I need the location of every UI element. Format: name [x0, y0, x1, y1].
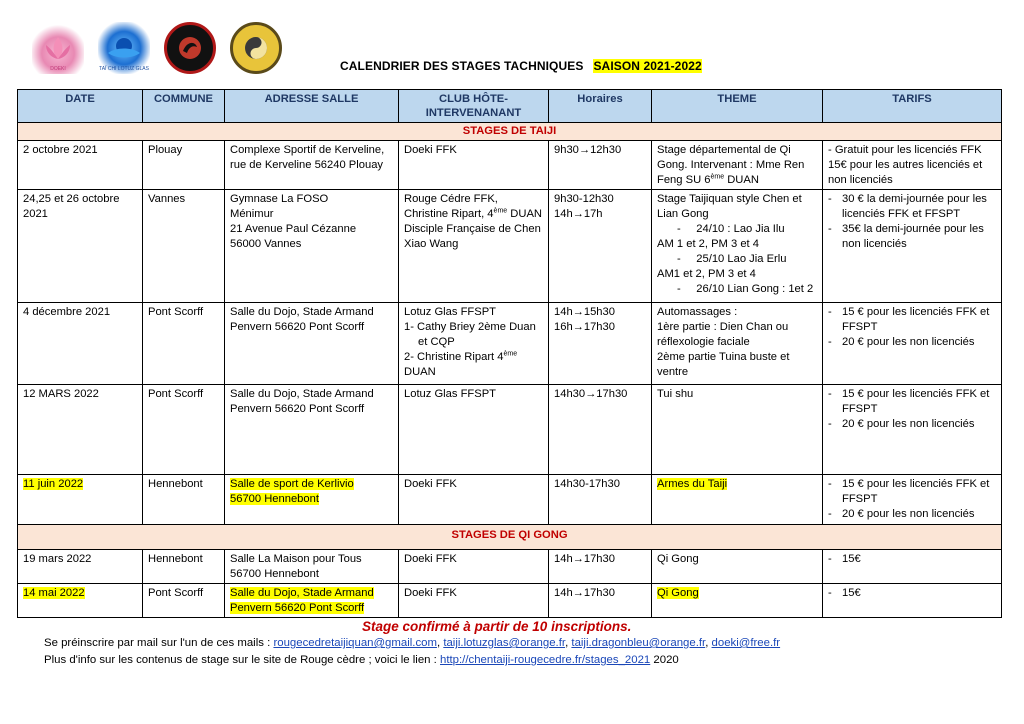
- theme-item: [657, 282, 817, 297]
- club-text-end: DUAN: [404, 366, 436, 378]
- header-adresse: ADRESSE SALLE: [225, 90, 399, 123]
- website-link[interactable]: http://chentaiji-rougecedre.fr/stages_2021: [440, 654, 651, 666]
- separator: ,: [705, 637, 712, 649]
- cell-date: [18, 475, 143, 525]
- dash: -: [828, 553, 832, 565]
- tarif-text: 15€: [842, 553, 861, 565]
- cell-commune: Vannes: [143, 190, 225, 303]
- dragon-emblem-icon: [175, 33, 205, 63]
- header-horaires: Horaires: [549, 90, 652, 123]
- cell-commune: Pont Scorff: [143, 584, 225, 618]
- email-link-doeki[interactable]: doeki@free.fr: [711, 637, 781, 649]
- cell-commune: Hennebont: [143, 475, 225, 525]
- tarif-text: 35€ la demi-journée pour les non licenciés: [842, 223, 984, 250]
- theme-item-text: 24/10 : Lao Jia Ilu: [696, 223, 785, 235]
- tarif-item: [828, 552, 996, 567]
- club-text: 2- Christine Ripart 4: [404, 351, 504, 363]
- tarif-list: [828, 552, 996, 567]
- tarif-item: [828, 417, 996, 432]
- cell-theme: [652, 475, 823, 525]
- tarif-text: 20 € pour les non licenciés: [842, 418, 975, 430]
- club-line: Lotuz Glas FFSPT: [404, 306, 497, 318]
- theme-item-text: 26/10 Lian Gong : 1et 2: [696, 283, 814, 295]
- tarif-text: 15€: [842, 587, 861, 599]
- dragon-bleu-logo: [164, 22, 216, 74]
- tarif-list: [828, 192, 996, 252]
- cell-date: 2 octobre 2021: [18, 141, 143, 190]
- tarif-text: 20 € pour les non licenciés: [842, 336, 975, 348]
- tarif-item: [828, 477, 996, 507]
- table-header-row: [18, 90, 1002, 123]
- dash: -: [677, 253, 681, 265]
- cell-tarifs: [823, 584, 1002, 618]
- cell-tarifs: [823, 550, 1002, 584]
- cell-tarifs: [823, 190, 1002, 303]
- highlighted-adresse: Salle de sport de Kerlivio: [230, 478, 354, 490]
- lotus-icon: [38, 33, 78, 63]
- lotuz-glas-logo-caption: TAÏ CHI LOTUZ GLAS: [99, 66, 149, 72]
- cell-horaires: 14h30→17h30: [549, 385, 652, 475]
- dash: -: [828, 306, 832, 318]
- separator: ,: [436, 637, 444, 649]
- header-tarifs: TARIFS: [823, 90, 1002, 123]
- tarif-text: 15 € pour les licenciés FFK et FFSPT: [842, 388, 990, 415]
- email-link-lotuz-glas[interactable]: taiji.lotuzglas@orange.fr: [443, 637, 566, 649]
- tarif-item: [828, 305, 996, 335]
- dash: -: [677, 223, 681, 235]
- dash: -: [828, 478, 832, 490]
- cell-tarifs: [823, 141, 1002, 190]
- cell-club: Doeki FFK: [399, 475, 549, 525]
- tarif-item: [828, 586, 996, 601]
- club-text-end: DUAN Disciple Française de Chen Xiao Wang: [404, 208, 542, 250]
- tarif-text: 30 € la demi-journée pour les licenciés FFK et FFSPT: [842, 193, 987, 220]
- highlighted-theme: Armes du Taiji: [657, 478, 728, 490]
- horaire-line: 16h→17h30: [554, 321, 615, 333]
- table-row: [18, 475, 1002, 525]
- theme-item: [657, 222, 817, 237]
- tarif-list: [828, 387, 996, 432]
- adresse-line: 21 Avenue Paul Cézanne: [230, 223, 357, 235]
- cell-adresse: Salle du Dojo, Stade Armand Penvern 56620 Pont Scorff: [225, 385, 399, 475]
- season-label: SAISON 2021-2022: [593, 59, 702, 73]
- section-title-taiji: STAGES DE TAIJI: [18, 123, 1002, 141]
- tarif-text: 20 € pour les non licenciés: [842, 508, 975, 520]
- theme-item-text: 25/10 Lao Jia Erlu: [696, 253, 787, 265]
- tarif-item: [828, 335, 996, 350]
- tarif-item: [828, 222, 996, 252]
- footer-signup-line: [44, 637, 780, 649]
- dash: -: [828, 223, 832, 235]
- header-commune: COMMUNE: [143, 90, 225, 123]
- theme-line: 1ère partie : Dien Chan ou réflexologie faciale: [657, 321, 789, 348]
- document-title: [340, 59, 702, 73]
- adresse-line: Ménimur: [230, 208, 274, 220]
- section-title-qigong: STAGES DE QI GONG: [18, 525, 1002, 550]
- highlighted-adresse: 56700 Hennebont: [230, 493, 319, 505]
- header-date: DATE: [18, 90, 143, 123]
- taiji-emblem-icon: [241, 33, 271, 63]
- blue-lotus-icon: [104, 33, 144, 63]
- table-row: [18, 385, 1002, 475]
- cell-tarifs: [823, 475, 1002, 525]
- tarif-item: [828, 507, 996, 522]
- cell-club: Doeki FFK: [399, 141, 549, 190]
- theme-line: 2ème partie Tuina buste et ventre: [657, 351, 790, 378]
- tarif-list: [828, 586, 996, 601]
- highlighted-date: 11 juin 2022: [23, 478, 84, 490]
- cell-club: Lotuz Glas FFSPT: [399, 385, 549, 475]
- email-link-rouge-cedre[interactable]: rougecedretaijiquan@gmail.com: [273, 637, 437, 649]
- info-suffix: 2020: [650, 654, 679, 666]
- highlighted-adresse: Penvern 56620 Pont Scorff: [230, 602, 365, 614]
- cell-club: [399, 303, 549, 385]
- tarif-item: [828, 192, 996, 222]
- adresse-line: 56000 Vannes: [230, 238, 302, 250]
- cell-adresse: [225, 584, 399, 618]
- info-prefix: Plus d'info sur les contenus de stage sur le site de Rouge cèdre ; voici le lien :: [44, 654, 441, 666]
- club-line: 1- Cathy Briey 2ème Duan et CQP: [404, 321, 536, 348]
- dash: -: [677, 283, 681, 295]
- cell-club: Doeki FFK: [399, 550, 549, 584]
- signup-prefix: Se préinscrire par mail sur l'un de ces mails :: [44, 637, 274, 649]
- title-text: CALENDRIER DES STAGES TACHNIQUES: [340, 59, 584, 73]
- cell-theme: [652, 190, 823, 303]
- cell-adresse: Complexe Sportif de Kerveline, rue de Kerveline 56240 Plouay: [225, 141, 399, 190]
- section-row-qigong: [18, 525, 1002, 550]
- table-row: [18, 584, 1002, 618]
- club-sup: ème: [503, 350, 518, 358]
- tarif-line: 15€ pour les autres licenciés et non licenciés: [828, 159, 983, 186]
- table-row: [18, 303, 1002, 385]
- cell-theme: Tui shu: [652, 385, 823, 475]
- confirmation-note: Stage confirmé à partir de 10 inscriptions.: [362, 619, 632, 634]
- horaire-line: 9h30-12h30: [554, 193, 614, 205]
- cell-club: Doeki FFK: [399, 584, 549, 618]
- cell-theme: [652, 303, 823, 385]
- table-row: [18, 141, 1002, 190]
- adresse-line: Gymnase La FOSO: [230, 193, 329, 205]
- theme-intro: Stage Taijiquan style Chen et Lian Gong: [657, 193, 802, 220]
- cell-date: 4 décembre 2021: [18, 303, 143, 385]
- cell-tarifs: [823, 303, 1002, 385]
- cell-adresse: [225, 475, 399, 525]
- dash: -: [828, 587, 832, 599]
- cell-commune: Plouay: [143, 141, 225, 190]
- theme-sup: ème: [710, 173, 725, 181]
- cell-adresse: [225, 190, 399, 303]
- cell-horaires: [549, 303, 652, 385]
- theme-item: [657, 252, 817, 267]
- dash: -: [828, 193, 832, 205]
- dash: -: [828, 418, 832, 430]
- cell-commune: Hennebont: [143, 550, 225, 584]
- header-club: CLUB HÔTE-INTERVENANANT: [399, 90, 549, 123]
- cell-theme: [652, 141, 823, 190]
- tarif-list: [828, 477, 996, 522]
- cell-horaires: [549, 190, 652, 303]
- cell-club: [399, 190, 549, 303]
- footer-info-line: [44, 654, 679, 666]
- horaire-line: 14h→17h: [554, 208, 603, 220]
- theme-item-detail: AM1 et 2, PM 3 et 4: [657, 268, 756, 280]
- theme-text: Stage départemental de Qi Gong. Intervenant : Mme Ren Feng SU 6: [657, 144, 805, 186]
- theme-line: Automassages :: [657, 306, 738, 318]
- doeki-logo: [32, 22, 84, 74]
- horaire-line: 14h→15h30: [554, 306, 615, 318]
- dash: -: [828, 388, 832, 400]
- tarif-text: 15 € pour les licenciés FFK et FFSPT: [842, 306, 990, 333]
- cell-theme: [652, 584, 823, 618]
- rouge-cedre-logo: [230, 22, 282, 74]
- section-row-taiji: [18, 123, 1002, 141]
- doeki-logo-caption: DOEKI: [50, 66, 66, 72]
- separator: ,: [565, 637, 572, 649]
- email-link-dragon-bleu[interactable]: taiji.dragonbleu@orange.fr: [571, 637, 706, 649]
- cell-horaires: 14h30-17h30: [549, 475, 652, 525]
- highlighted-adresse: Salle du Dojo, Stade Armand: [230, 587, 374, 599]
- cell-adresse: Salle du Dojo, Stade Armand Penvern 56620 Pont Scorff: [225, 303, 399, 385]
- cell-horaires: 14h→17h30: [549, 550, 652, 584]
- tarif-text: 15 € pour les licenciés FFK et FFSPT: [842, 478, 990, 505]
- cell-tarifs: [823, 385, 1002, 475]
- cell-adresse: Salle La Maison pour Tous 56700 Hennebont: [225, 550, 399, 584]
- cell-theme: Qi Gong: [652, 550, 823, 584]
- club-line: [404, 350, 543, 380]
- cell-date: [18, 584, 143, 618]
- club-sup: ème: [493, 207, 508, 215]
- cell-date: 12 MARS 2022: [18, 385, 143, 475]
- logo-strip: [32, 22, 282, 74]
- cell-commune: Pont Scorff: [143, 303, 225, 385]
- dash: -: [828, 508, 832, 520]
- tarif-list: [828, 305, 996, 350]
- stages-table: [17, 89, 1002, 618]
- cell-horaires: 14h→17h30: [549, 584, 652, 618]
- cell-date: 19 mars 2022: [18, 550, 143, 584]
- tarif-line: - Gratuit pour les licenciés FFK: [828, 144, 982, 156]
- cell-commune: Pont Scorff: [143, 385, 225, 475]
- cell-date: 24,25 et 26 octobre 2021: [18, 190, 143, 303]
- table-row: [18, 550, 1002, 584]
- theme-item-detail: AM 1 et 2, PM 3 et 4: [657, 238, 759, 250]
- tarif-item: [828, 387, 996, 417]
- highlighted-theme: Qi Gong: [657, 587, 699, 599]
- theme-text-end: DUAN: [724, 174, 759, 186]
- dash: -: [828, 336, 832, 348]
- lotuz-glas-logo: [98, 22, 150, 74]
- table-row: [18, 190, 1002, 303]
- club-text: Rouge Cédre FFK, Christine Ripart, 4: [404, 193, 498, 220]
- header-theme: THEME: [652, 90, 823, 123]
- highlighted-date: 14 mai 2022: [23, 587, 85, 599]
- cell-horaires: 9h30→12h30: [549, 141, 652, 190]
